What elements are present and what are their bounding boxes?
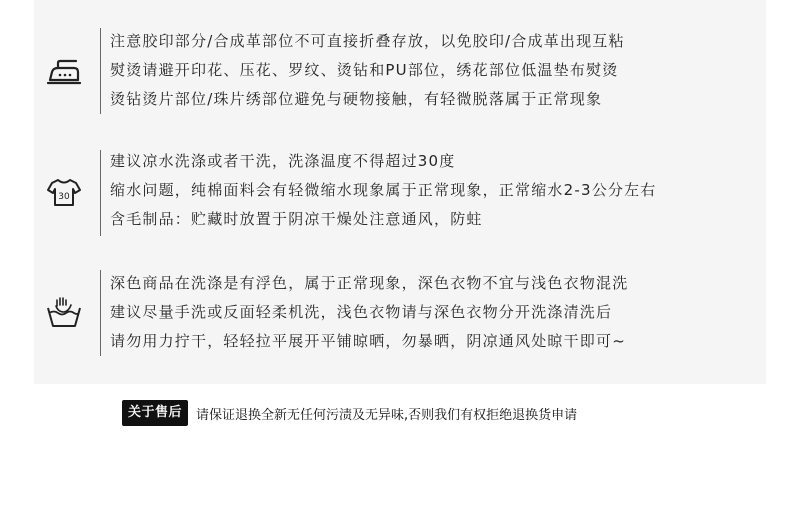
- section-divider: [100, 28, 101, 114]
- section-divider: [100, 270, 101, 356]
- after-sales-notice: 请保证退换全新无任何污渍及无异味,否则我们有权拒绝退换货申请: [196, 407, 578, 423]
- ironing-line-2: 熨烫请避开印花、压花、罗纹、烫钻和PU部位，绣花部位低温垫布熨烫: [110, 61, 619, 79]
- hand-wash-line-1: 深色商品在洗涤是有浮色，属于正常现象，深色衣物不宜与浅色衣物混洗: [110, 274, 629, 292]
- after-sales-badge: 关于售后: [122, 400, 188, 426]
- washing-line-3: 含毛制品：贮藏时放置于阴凉干燥处注意通风，防蛀: [110, 210, 483, 228]
- washing-text: [110, 147, 657, 234]
- hand-wash-section: [34, 264, 766, 374]
- after-sales-footer: [122, 398, 577, 428]
- washing-line-2: 缩水问题，纯棉面料会有轻微缩水现象属于正常现象，正常缩水2-3公分左右: [110, 181, 657, 199]
- hand-wash-text: [110, 269, 628, 356]
- washing-section: [34, 144, 766, 254]
- ironing-text: [110, 27, 625, 114]
- section-divider: [100, 150, 101, 236]
- ironing-section: [34, 22, 766, 132]
- ironing-line-3: 烫钻烫片部位/珠片绣部位避免与硬物接触，有轻微脱落属于正常现象: [110, 90, 603, 108]
- svg-text:30: 30: [58, 192, 70, 202]
- hand-wash-line-2: 建议尽量手洗或反面轻柔机洗，浅色衣物请与深色衣物分开洗涤清洗后: [110, 303, 613, 321]
- washing-line-1: 建议凉水洗涤或者干洗，洗涤温度不得超过30度: [110, 152, 456, 170]
- shirt-icon: [44, 172, 84, 212]
- ironing-line-1: 注意胶印部分/合成革部位不可直接折叠存放，以免胶印/合成革出现互粘: [110, 32, 625, 50]
- iron-icon: [44, 52, 84, 92]
- hand-wash-line-3: 请勿用力拧干，轻轻拉平展开平铺晾晒，勿暴晒，阴凉通风处晾干即可~: [110, 332, 626, 350]
- hand-wash-icon: [44, 292, 84, 332]
